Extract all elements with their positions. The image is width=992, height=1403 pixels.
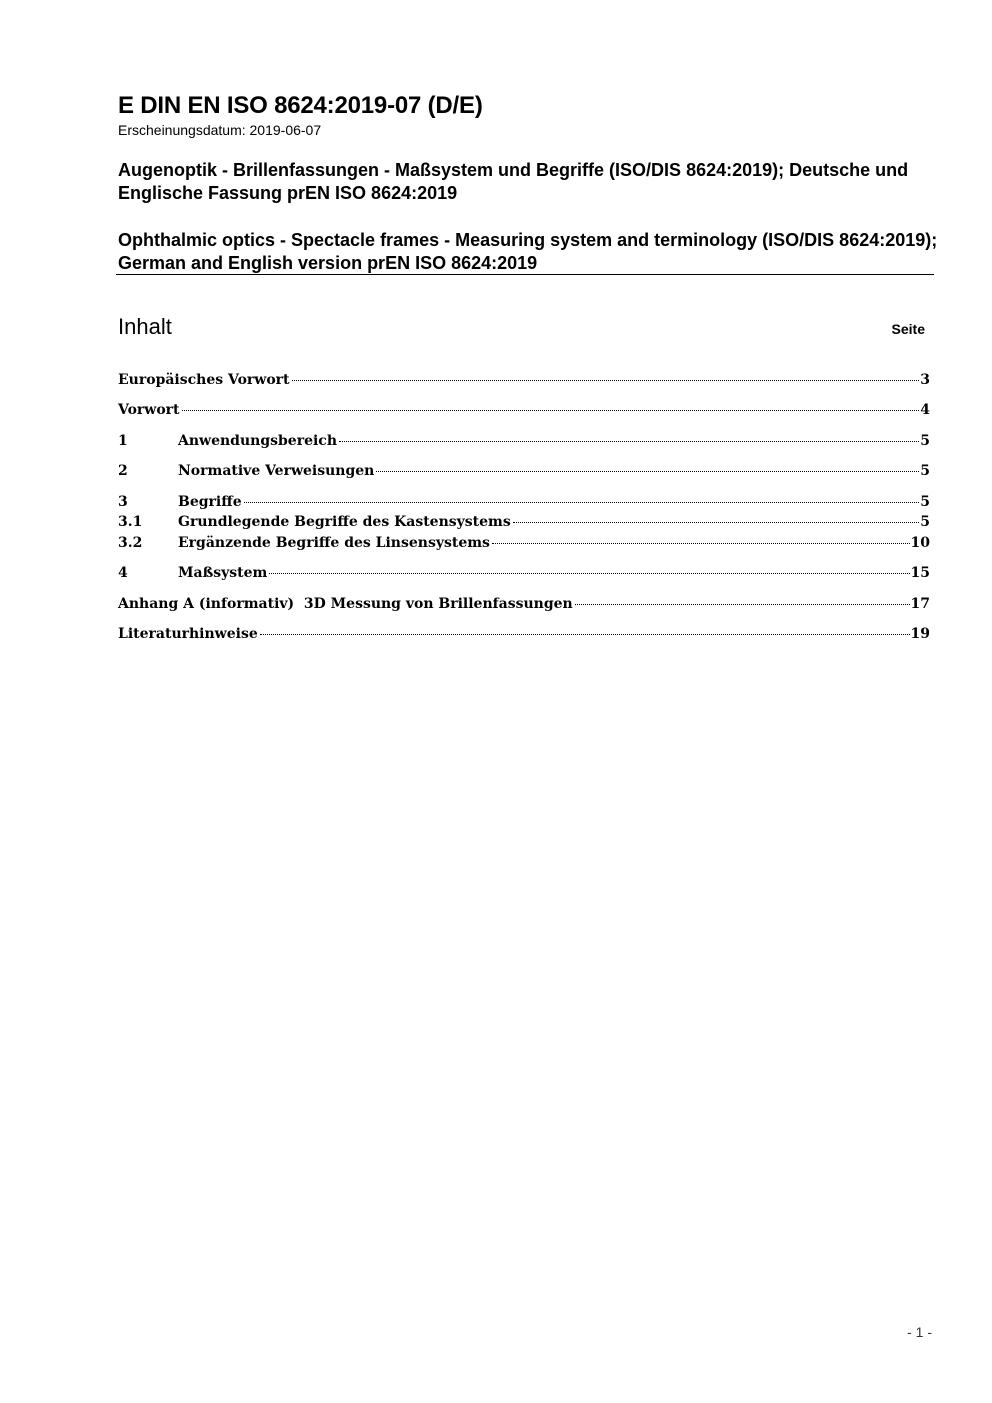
toc-entry-literaturhinweise[interactable] — [118, 626, 930, 646]
toc-entry-number: 2 — [118, 463, 128, 479]
toc-entry-title: Vorwort — [118, 402, 180, 418]
toc-leader-dots — [244, 502, 920, 503]
toc-entry-number: 3 — [118, 494, 128, 510]
document-id: E DIN EN ISO 8624:2019-07 (D/E) — [118, 92, 483, 119]
toc-entry-page: 19 — [910, 626, 930, 642]
title-english: Ophthalmic optics - Spectacle frames - Measuring system and terminology (ISO/DIS 8624:2019); German and English version prEN ISO 8624:2019 — [118, 230, 938, 273]
toc-entry-title: Literaturhinweise — [118, 626, 258, 642]
toc-entry-page: 4 — [920, 402, 930, 418]
toc-leader-dots — [492, 543, 910, 544]
toc-entry-number: 3.2 — [118, 535, 143, 551]
toc-leader-dots — [376, 471, 919, 472]
title-german: Augenoptik - Brillenfassungen - Maßsystem und Begriffe (ISO/DIS 8624:2019); Deutsche und Englische Fassung prEN ISO 8624:2019 — [118, 160, 909, 203]
toc-entry-normative-verweisungen[interactable] — [118, 463, 930, 483]
publication-date: Erscheinungsdatum: 2019-06-07 — [118, 122, 322, 138]
toc-entry-number: 3.1 — [118, 514, 143, 530]
toc-entry-ergaenzende-begriffe[interactable] — [118, 535, 930, 555]
toc-entry-grundlegende-begriffe[interactable] — [118, 514, 930, 534]
title-divider — [116, 274, 934, 275]
toc-entry-page: 17 — [910, 596, 930, 612]
toc-leader-dots — [260, 634, 910, 635]
toc-entry-title: Anhang A (informativ) 3D Messung von Brillenfassungen — [118, 596, 573, 612]
toc-leader-dots — [292, 380, 920, 381]
toc-entry-title: Anwendungsbereich — [178, 433, 337, 449]
toc-entry-page: 15 — [910, 565, 930, 581]
toc-entry-title: Grundlegende Begriffe des Kastensystems — [178, 514, 511, 530]
toc-entry-vorwort[interactable] — [118, 402, 930, 422]
toc-leader-dots — [339, 441, 919, 442]
toc-entry-page: 10 — [910, 535, 930, 551]
toc-entry-anwendungsbereich[interactable] — [118, 433, 930, 453]
toc-entry-begriffe[interactable] — [118, 494, 930, 514]
toc-entry-page: 5 — [920, 514, 930, 530]
toc-entry-number: 4 — [118, 565, 128, 581]
toc-entry-title: Ergänzende Begriffe des Linsensystems — [178, 535, 490, 551]
toc-leader-dots — [513, 522, 920, 523]
toc-leader-dots — [575, 604, 910, 605]
toc-entry-europaeisches-vorwort[interactable] — [118, 372, 930, 392]
toc-entry-page: 5 — [920, 463, 930, 479]
toc-page-column-label: Seite — [891, 321, 925, 337]
toc-entry-title: Begriffe — [178, 494, 242, 510]
toc-entry-title: Normative Verweisungen — [178, 463, 375, 479]
toc-entry-page: 5 — [920, 433, 930, 449]
toc-entry-masssystem[interactable] — [118, 565, 930, 585]
page-number: - 1 - — [907, 1324, 932, 1340]
toc-leader-dots — [269, 573, 909, 574]
toc-entry-title: Europäisches Vorwort — [118, 372, 290, 388]
toc-entry-page: 5 — [920, 494, 930, 510]
toc-entry-anhang-a[interactable] — [118, 596, 930, 616]
toc-heading: Inhalt — [118, 314, 172, 339]
toc-entry-page: 3 — [920, 372, 930, 388]
toc-leader-dots — [182, 410, 920, 411]
toc-entry-title: Maßsystem — [178, 565, 268, 581]
toc-entry-number: 1 — [118, 433, 128, 449]
